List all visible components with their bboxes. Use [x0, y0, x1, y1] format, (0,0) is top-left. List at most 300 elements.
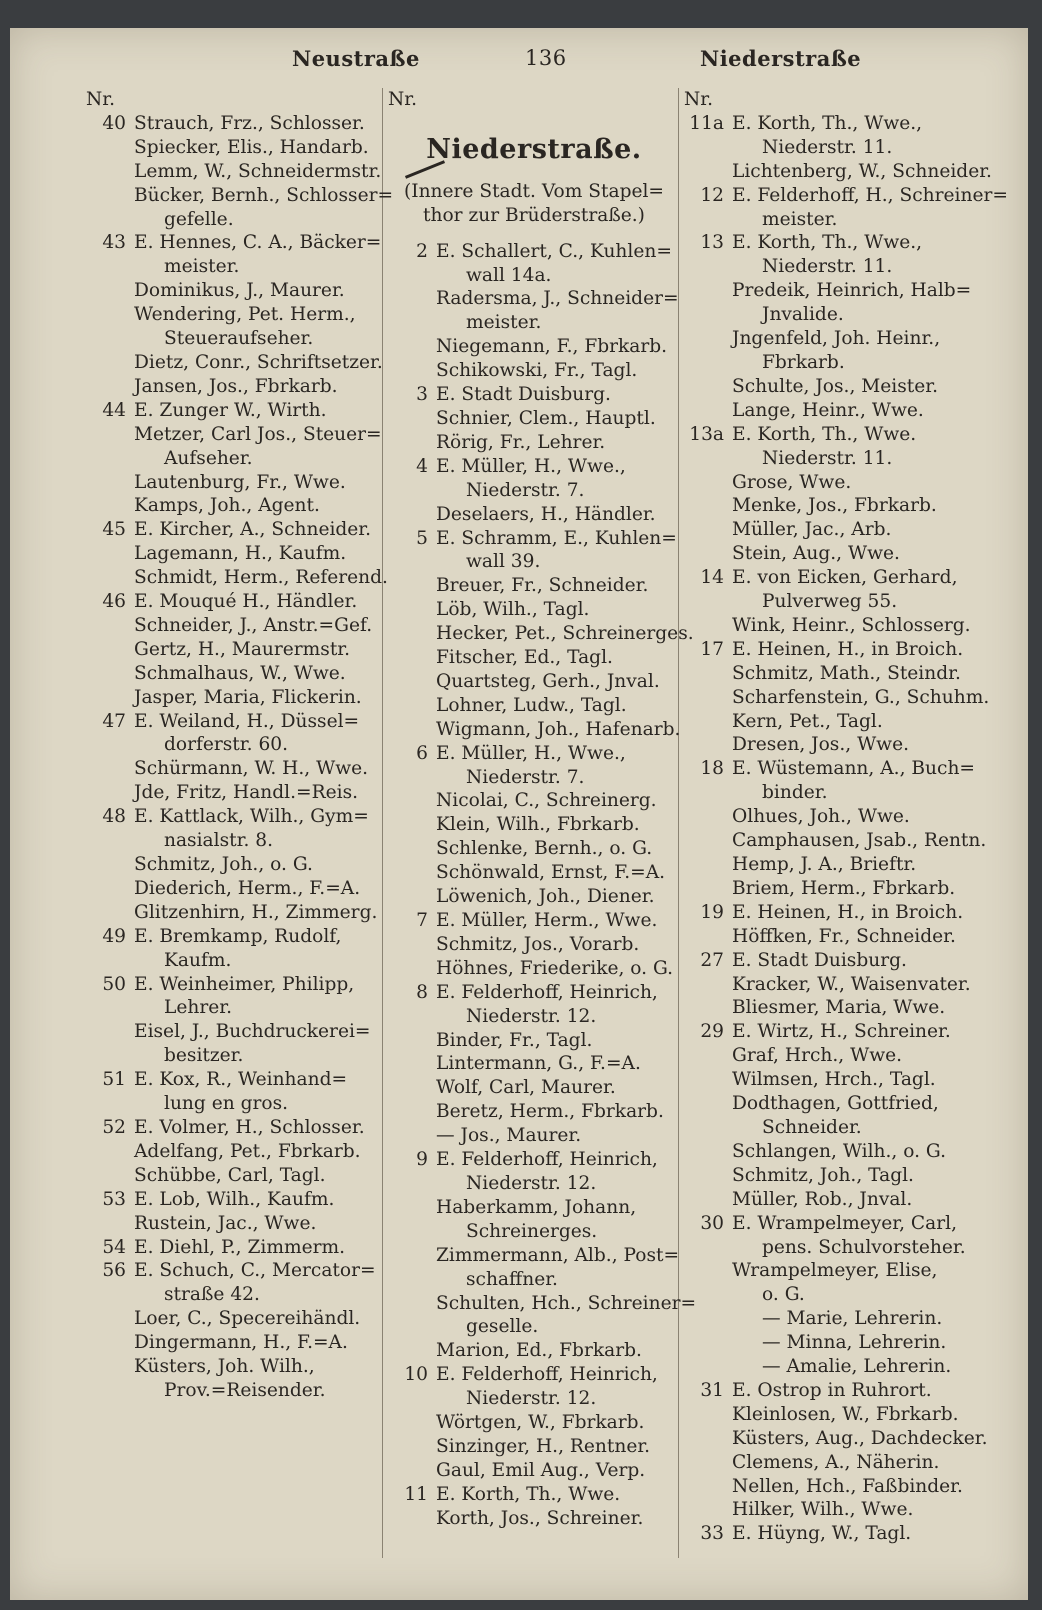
entry-text: Jde, Fritz, Handl.=Reis. [134, 782, 359, 804]
directory-entry [86, 781, 378, 805]
entry-text: Klein, Wilh., Fbrkarb. [436, 814, 640, 836]
directory-entry [388, 1005, 680, 1029]
directory-entry [388, 335, 680, 359]
entry-text: Quartsteg, Gerh., Jnval. [436, 670, 660, 692]
entry-text: E. Kattlack, Wilh., Gym= [134, 806, 369, 828]
directory-entry [684, 1403, 984, 1427]
column-divider [382, 88, 383, 1558]
entry-text: E. Müller, Herm., Wwe. [436, 910, 658, 931]
directory-entry [86, 638, 378, 662]
directory-entry [684, 1379, 984, 1403]
entry-text: Graf, Hrch., Wwe. [732, 1045, 903, 1067]
directory-entry [684, 877, 984, 901]
directory-entry [388, 861, 680, 885]
entry-text: Schnier, Clem., Hauptl. [436, 407, 656, 429]
house-number: 12 [700, 184, 724, 206]
directory-entry [684, 518, 984, 542]
entry-text: Wigmann, Joh., Hafenarb. [436, 718, 681, 740]
directory-entry [684, 1331, 984, 1355]
directory-entry [684, 136, 984, 160]
directory-entry [86, 1307, 378, 1331]
house-number: 31 [700, 1379, 724, 1401]
entry-text: Grose, Wwe. [732, 471, 852, 493]
directory-entry [388, 789, 680, 813]
house-number: 2 [416, 240, 428, 262]
entry-text: E. Schramm, E., Kuhlen= [436, 527, 677, 549]
directory-entry [86, 686, 378, 710]
house-number: 11a [689, 112, 724, 134]
directory-entry [388, 766, 680, 790]
directory-entry [684, 901, 984, 925]
entry-text: Scharfenstein, G., Schuhm. [732, 686, 990, 708]
directory-entry [86, 1331, 378, 1355]
entry-text: Deselaers, H., Händler. [436, 503, 656, 525]
entry-text: Eisel, J., Buchdruckerei= [134, 1021, 371, 1043]
house-number: 14 [700, 567, 724, 589]
directory-entry [86, 471, 378, 495]
entry-text: Wilmsen, Hrch., Tagl. [732, 1069, 936, 1091]
entry-text: Korth, Jos., Schreiner. [436, 1507, 644, 1529]
directory-entry [86, 1044, 378, 1068]
entry-text: Schulten, Hch., Schreiner= [436, 1292, 697, 1314]
directory-entry [86, 662, 378, 686]
directory-entry [684, 949, 984, 973]
entry-text: Wink, Heinr., Schlosserg. [732, 614, 971, 636]
entry-text: E. Wirtz, H., Schreiner. [732, 1021, 951, 1043]
directory-entry [86, 255, 378, 279]
entry-text: Steueraufseher. [164, 328, 314, 350]
directory-entry [86, 733, 378, 757]
entry-text: Glitzenhirn, H., Zimmerg. [134, 901, 378, 923]
directory-entry [684, 1092, 984, 1116]
house-number: 13 [700, 232, 724, 254]
directory-entry [684, 662, 984, 686]
directory-entry [86, 566, 388, 590]
entry-text: Binder, Fr., Tagl. [436, 1029, 593, 1051]
entry-text: Jasper, Maria, Flickerin. [134, 686, 362, 708]
directory-entry [684, 566, 984, 590]
directory-entry [86, 925, 378, 949]
directory-entry [86, 973, 378, 997]
directory-entry [388, 240, 680, 264]
entry-text: Sinzinger, H., Rentner. [436, 1435, 651, 1457]
directory-entry [684, 1283, 984, 1307]
directory-entry [684, 327, 984, 351]
entry-text: Schönwald, Ernst, F.=A. [436, 862, 666, 884]
entry-text: E. Bremkamp, Rudolf, [134, 925, 342, 947]
entry-text: E. Hüyng, W., Tagl. [732, 1523, 912, 1545]
entry-text: Wörtgen, W., Fbrkarb. [436, 1412, 645, 1434]
entry-text: Lange, Heinr., Wwe. [732, 399, 924, 421]
entry-text: Kracker, W., Waisenvater. [732, 973, 971, 995]
entry-text: Schlenke, Bernh., o. G. [436, 838, 653, 860]
entry-text: Radersma, J., Schneider= [436, 288, 679, 310]
entry-text: Briem, Herm., Fbrkarb. [732, 877, 956, 899]
directory-entry [388, 1363, 680, 1387]
entry-text: Dresen, Jos., Wwe. [732, 734, 910, 756]
entry-text: straße 42. [164, 1284, 260, 1306]
directory-entry [684, 1044, 984, 1068]
directory-entry [684, 1068, 984, 1092]
directory-entry [86, 614, 378, 638]
entry-text: Diederich, Herm., F.=A. [134, 877, 361, 899]
house-number: 54 [102, 1236, 126, 1258]
street-note: (Innere Stadt. Vom Stapel= [403, 180, 665, 202]
directory-entry [684, 590, 984, 614]
entry-text: Bliesmer, Maria, Wwe. [732, 997, 946, 1019]
entry-text: E. Kircher, A., Schneider. [134, 519, 372, 541]
entry-text: Küsters, Joh. Wilh., [134, 1356, 315, 1378]
entry-text: E. Wrampelmeyer, Carl, [732, 1212, 957, 1234]
header-left-street: Neustraße [292, 46, 420, 71]
entry-text: E. Müller, H., Wwe., [436, 742, 626, 764]
entry-text: Schmitz, Joh., Tagl. [732, 1164, 914, 1186]
entry-text: binder. [762, 782, 828, 804]
entry-text: nasialstr. 8. [164, 830, 274, 852]
directory-entry [86, 279, 378, 303]
directory-entry [684, 1475, 984, 1499]
directory-entry [86, 160, 382, 184]
entry-text: Schmitz, Joh., o. G. [134, 854, 313, 875]
directory-entry [86, 829, 378, 853]
entry-text: Müller, Rob., Jnval. [732, 1188, 913, 1210]
entry-text: Schikowski, Fr., Tagl. [436, 360, 638, 382]
directory-entry [684, 255, 984, 279]
entry-text: gefelle. [164, 208, 234, 230]
house-number: 8 [416, 981, 428, 1003]
page-number: 136 [525, 46, 567, 70]
entry-text: Jansen, Jos., Fbrkarb. [134, 375, 338, 397]
directory-entry [388, 455, 680, 479]
directory-entry [86, 805, 378, 829]
entry-text: E. Heinen, H., in Broich. [732, 638, 964, 660]
house-number: 48 [102, 806, 126, 828]
entry-text: Adelfang, Pet., Fbrkarb. [134, 1140, 361, 1162]
directory-entry [388, 837, 680, 861]
entry-text: Niederstr. 12. [466, 1005, 597, 1027]
entry-text: E. Korth, Th., Wwe., [732, 112, 923, 134]
entry-text: Wendering, Pet. Herm., [134, 304, 356, 326]
directory-entry [684, 733, 984, 757]
directory-entry [86, 996, 378, 1020]
entry-text: Lintermann, G., F.=A. [436, 1053, 641, 1075]
entry-text: Hecker, Pet., Schreinerges. [436, 623, 694, 645]
entry-text: E. Korth, Th., Wwe. [732, 423, 917, 445]
entry-text: Hemp, J. A., Brieftr. [732, 854, 917, 875]
directory-entry [86, 1283, 378, 1307]
entry-text: E. Mouqué H., Händler. [134, 591, 358, 613]
directory-entry [86, 1259, 378, 1283]
entry-text: Kern, Pet., Tagl. [732, 710, 883, 732]
house-number: 27 [700, 949, 724, 971]
entry-text: Breuer, Fr., Schneider. [436, 575, 649, 597]
entry-text: Fbrkarb. [762, 351, 845, 373]
directory-entry [86, 518, 378, 542]
directory-entry [684, 208, 984, 232]
directory-entry [684, 1116, 984, 1140]
house-number: 10 [404, 1364, 428, 1386]
nr-label: Nr. [684, 89, 714, 110]
directory-entry [388, 1124, 680, 1148]
directory-entry [388, 574, 680, 598]
entry-text: Schreinerges. [466, 1220, 598, 1242]
column-3 [684, 88, 1008, 1546]
entry-text: meister. [164, 256, 240, 278]
entry-text: Niederstr. 11. [762, 136, 893, 158]
directory-entry [388, 1100, 680, 1124]
directory-entry [388, 1292, 697, 1316]
entry-text: wall 39. [466, 551, 541, 573]
entry-text: o. G. [762, 1284, 805, 1306]
directory-entry [684, 1164, 984, 1188]
entry-text: E. Ostrop in Ruhrort. [732, 1379, 932, 1401]
entry-text: — Jos., Maurer. [436, 1125, 582, 1147]
directory-entry [86, 351, 383, 375]
column-2 [388, 88, 697, 1531]
directory-entry [388, 479, 680, 503]
entry-text: Dietz, Conr., Schriftsetzer. [134, 351, 383, 373]
directory-entry [684, 710, 984, 734]
directory-entry [388, 1507, 680, 1531]
entry-text: E. Felderhoff, H., Schreiner= [732, 184, 1008, 206]
entry-text: E. Korth, Th., Wwe., [732, 232, 923, 254]
entry-text: pens. Schulvorsteher. [762, 1236, 966, 1258]
house-number: 44 [102, 399, 126, 421]
directory-entry [86, 1188, 378, 1212]
entry-text: Niederstr. 7. [466, 479, 585, 501]
directory-entry [388, 407, 680, 431]
directory-entry [86, 1355, 378, 1379]
entry-text: E. Zunger W., Wirth. [134, 399, 327, 421]
directory-entry [388, 503, 680, 527]
entry-text: E. Felderhoff, Heinrich, [436, 981, 658, 1003]
entry-text: Aufseher. [164, 447, 253, 469]
entry-text: Niederstr. 11. [762, 447, 893, 469]
directory-entry [684, 423, 984, 447]
entry-text: Nellen, Hch., Faßbinder. [732, 1475, 963, 1497]
directory-entry [86, 1068, 378, 1092]
directory-entry [684, 805, 984, 829]
directory-entry [684, 375, 984, 399]
entry-text: Strauch, Frz., Schlosser. [134, 112, 365, 134]
entry-text: Metzer, Carl Jos., Steuer= [134, 423, 382, 445]
house-number: 5 [416, 527, 428, 549]
street-heading: Niederstraße. [426, 133, 642, 165]
entry-text: — Marie, Lehrerin. [762, 1308, 943, 1330]
entry-text: Clemens, A., Näherin. [732, 1451, 940, 1473]
house-number: 46 [102, 591, 126, 613]
entry-text: E. Müller, H., Wwe., [436, 455, 626, 477]
column-3-entries [684, 112, 1008, 1546]
entry-text: Niederstr. 11. [762, 256, 893, 278]
directory-entry [86, 1020, 378, 1044]
entry-text: Löwenich, Joh., Diener. [436, 886, 655, 908]
directory-entry [388, 383, 680, 407]
directory-entry [388, 1387, 680, 1411]
directory-entry [388, 264, 680, 288]
nr-label: Nr. [388, 89, 418, 110]
entry-text: E. Felderhoff, Heinrich, [436, 1364, 658, 1386]
directory-entry [684, 1020, 984, 1044]
directory-entry [684, 1307, 984, 1331]
entry-text: Schulte, Jos., Meister. [732, 375, 939, 397]
entry-text: Schübbe, Carl, Tagl. [134, 1164, 326, 1186]
directory-entry [684, 494, 984, 518]
entry-text: Gaul, Emil Aug., Verp. [436, 1459, 646, 1481]
directory-entry [86, 1116, 378, 1140]
entry-text: Löb, Wilh., Tagl. [436, 599, 590, 621]
directory-entry [388, 1459, 680, 1483]
directory-entry [388, 622, 694, 646]
entry-text: Lagemann, H., Kaufm. [134, 543, 347, 565]
directory-entry [684, 1140, 984, 1164]
entry-text: E. Stadt Duisburg. [732, 949, 907, 971]
entry-text: schaffner. [466, 1268, 558, 1290]
directory-entry [388, 1148, 680, 1172]
running-head [10, 38, 1028, 78]
entry-text: Rörig, Fr., Lehrer. [436, 431, 606, 453]
directory-entry [388, 359, 680, 383]
header-right-street: Niederstraße [700, 46, 862, 71]
directory-entry [388, 1244, 680, 1268]
entry-text: Küsters, Aug., Dachdecker. [732, 1427, 988, 1449]
directory-entry [86, 112, 378, 136]
directory-entry [388, 694, 680, 718]
directory-entry [86, 949, 378, 973]
directory-entry [86, 447, 378, 471]
entry-text: Nicolai, C., Schreinerg. [436, 790, 657, 812]
directory-entry [684, 542, 984, 566]
directory-page [10, 28, 1028, 1600]
entry-text: Höffken, Fr., Schneider. [732, 925, 956, 947]
house-number: 51 [102, 1069, 126, 1091]
entry-text: Zimmermann, Alb., Post= [436, 1244, 680, 1266]
directory-entry [684, 471, 984, 495]
entry-text: Menke, Jos., Fbrkarb. [732, 495, 937, 517]
directory-entry [684, 1498, 984, 1522]
directory-entry [684, 1236, 984, 1260]
house-number: 9 [416, 1149, 428, 1171]
directory-entry [388, 1315, 680, 1339]
entry-text: Schmidt, Herm., Referend. [134, 567, 388, 589]
directory-entry [86, 184, 394, 208]
directory-entry [388, 1220, 680, 1244]
directory-entry [684, 399, 984, 423]
directory-entry [388, 311, 680, 335]
directory-entry [684, 447, 984, 471]
entry-text: E. Schuch, C., Mercator= [134, 1260, 376, 1282]
entry-text: Pulverweg 55. [762, 591, 898, 613]
house-number: 49 [102, 925, 126, 947]
entry-text: Schmitz, Jos., Vorarb. [436, 933, 640, 955]
entry-text: Lichtenberg, W., Schneider. [732, 160, 992, 182]
street-note: thor zur Brüderstraße.) [423, 204, 645, 226]
directory-entry [86, 136, 378, 160]
directory-entry [684, 112, 984, 136]
house-number: 53 [102, 1188, 126, 1210]
house-number: 6 [416, 742, 428, 764]
directory-entry [86, 375, 378, 399]
entry-text: meister. [466, 312, 542, 334]
entry-text: Rustein, Jac., Wwe. [134, 1212, 317, 1234]
directory-entry [684, 1212, 984, 1236]
house-number: 50 [102, 973, 126, 995]
entry-text: Loer, C., Specereihändl. [134, 1308, 361, 1330]
entry-text: E. Schallert, C., Kuhlen= [436, 240, 672, 262]
entry-text: Niegemann, F., Fbrkarb. [436, 336, 668, 358]
entry-text: Camphausen, Jsab., Rentn. [732, 830, 987, 852]
entry-text: E. Kox, R., Weinhand= [134, 1069, 348, 1091]
entry-text: Dominikus, J., Maurer. [134, 280, 345, 302]
house-number: 29 [700, 1021, 724, 1043]
directory-entry [86, 1379, 378, 1403]
entry-text: Höhnes, Friederike, o. G. [436, 957, 674, 979]
entry-text: geselle. [466, 1316, 539, 1338]
entry-text: Dingermann, H., F.=A. [134, 1332, 348, 1354]
house-number: 7 [416, 910, 428, 931]
entry-text: — Minna, Lehrerin. [762, 1332, 947, 1354]
entry-text: Prov.=Reisender. [164, 1379, 326, 1401]
entry-text: Schlangen, Wilh., o. G. [732, 1140, 947, 1162]
entry-text: E. Lob, Wilh., Kaufm. [134, 1188, 335, 1210]
directory-entry [388, 550, 680, 574]
entry-text: Jnvalide. [762, 304, 844, 326]
directory-entry [684, 1259, 984, 1283]
entry-text: E. Felderhoff, Heinrich, [436, 1149, 658, 1171]
directory-entry [86, 327, 378, 351]
house-number: 19 [700, 901, 724, 923]
entry-text: Marion, Ed., Fbrkarb. [436, 1340, 642, 1362]
entry-text: Hilker, Wilh., Wwe. [732, 1499, 914, 1521]
directory-entry [684, 781, 984, 805]
house-number: 17 [700, 638, 724, 660]
directory-entry [684, 638, 984, 662]
directory-entry [388, 742, 680, 766]
house-number: 40 [102, 112, 126, 134]
directory-entry [388, 1435, 680, 1459]
directory-entry [388, 1196, 680, 1220]
house-number: 56 [102, 1260, 126, 1282]
entry-text: Gertz, H., Maurermstr. [134, 638, 351, 660]
directory-entry [388, 957, 680, 981]
entry-text: E. Diehl, P., Zimmerm. [134, 1236, 346, 1258]
house-number: 4 [416, 455, 428, 477]
directory-entry [684, 686, 990, 710]
directory-entry [684, 160, 992, 184]
directory-entry [684, 925, 984, 949]
entry-text: Kleinlosen, W., Fbrkarb. [732, 1403, 959, 1425]
entry-text: Fitscher, Ed., Tagl. [436, 647, 613, 669]
directory-entry [388, 1052, 680, 1076]
entry-text: Stein, Aug., Wwe. [732, 543, 900, 565]
directory-entry [388, 718, 680, 742]
directory-entry [388, 909, 680, 933]
directory-entry [684, 996, 984, 1020]
house-number: 43 [102, 232, 126, 254]
entry-text: Schürmann, W. H., Wwe. [134, 758, 369, 780]
directory-entry [86, 1236, 378, 1260]
house-number: 13a [689, 423, 724, 445]
directory-entry [388, 1483, 680, 1507]
entry-text: Wrampelmeyer, Elise, [732, 1260, 938, 1282]
entry-text: Predeik, Heinrich, Halb= [732, 280, 972, 302]
directory-entry [86, 423, 382, 447]
entry-text: — Amalie, Lehrerin. [762, 1356, 952, 1378]
entry-text: Müller, Jac., Arb. [732, 519, 892, 541]
directory-entry [86, 853, 378, 877]
directory-entry [86, 1092, 378, 1116]
directory-entry [388, 646, 680, 670]
